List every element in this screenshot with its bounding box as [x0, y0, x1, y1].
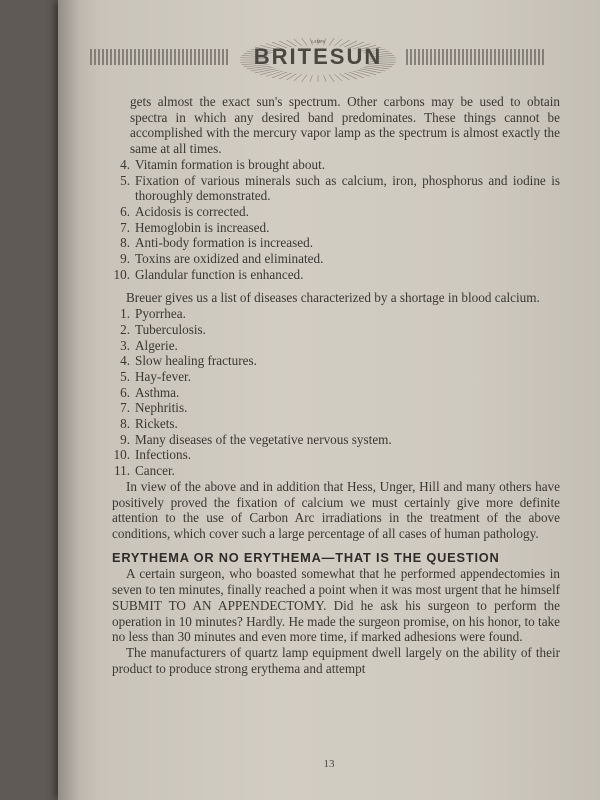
list-item-number: 8. — [120, 235, 130, 251]
list-item-number: 6. — [120, 203, 130, 219]
list-item-number: 1. — [120, 306, 130, 322]
list-item-text: Fixation of various minerals such as calcium, iron, phosphorus and iodine is thoroughly demonstrated. — [135, 172, 560, 204]
view-paragraph: In view of the above and in addition that Hess, Unger, Hill and many others have positively proved the fixation of calcium we must certainly give more definite attention to the use of Carbon Arc irradiations in the treatment of the above conditions, which cover such a large percentage of all cases of human pathology. — [112, 478, 560, 541]
list-item — [112, 306, 560, 322]
list-item — [112, 204, 560, 220]
list-item-number: 8. — [120, 416, 130, 432]
diseases-list — [112, 306, 560, 479]
page-header — [90, 38, 546, 82]
list-item — [112, 235, 560, 251]
list-item-text: Toxins are oxidized and eliminated. — [135, 251, 324, 267]
quartz-paragraph: The manufacturers of quartz lamp equipment dwell largely on the ability of their product to produce strong erythema and attempt — [112, 644, 560, 676]
list-item-number: 11. — [114, 463, 130, 479]
list-item — [112, 432, 560, 448]
list-item-text: Nephritis. — [135, 400, 188, 416]
list-item-number: 4. — [120, 353, 130, 369]
list-item — [112, 385, 560, 401]
list-item — [112, 447, 560, 463]
list-item — [112, 400, 560, 416]
list-item-number: 3. — [120, 337, 130, 353]
list-item-text: Acidosis is corrected. — [135, 203, 249, 219]
list-item — [112, 369, 560, 385]
list-item — [112, 267, 560, 283]
list-item — [112, 353, 560, 369]
list-item-text: Vitamin formation is brought about. — [135, 156, 326, 172]
list-item-text: Rickets. — [135, 416, 178, 432]
list-item-text: Infections. — [135, 447, 192, 463]
list-item-text: Pyorrhea. — [135, 306, 186, 322]
list-item — [112, 173, 560, 204]
list-item-number: 2. — [120, 321, 130, 337]
list-item-text: Glandular function is enhanced. — [135, 266, 304, 282]
list-item — [112, 338, 560, 354]
surgeon-paragraph: A certain surgeon, who boasted somewhat that he performed appendectomies in seven to ten minutes, finally reached a point when it was most urgent that he himself SUBMIT TO AN APPENDECTOMY. Did he ask his surgeon to perform the operation in 10 minutes? Hardly. He made the surgeon promise, on his honor, to take no less than 30 minutes and even more time, if marked adhesions were found. — [112, 566, 560, 645]
book-page — [58, 0, 600, 800]
list-item-number: 7. — [120, 400, 130, 416]
list-item-text: Hemoglobin is increased. — [135, 219, 270, 235]
page-body — [112, 94, 560, 676]
section-heading: ERYTHEMA OR NO ERYTHEMA—THAT IS THE QUESTION — [112, 549, 500, 565]
list-item — [112, 220, 560, 236]
list-item — [112, 251, 560, 267]
breuer-paragraph: Breuer gives us a list of diseases characterized by a shortage in blood calcium. — [126, 290, 540, 306]
list-item-number: 6. — [120, 384, 130, 400]
list-item — [112, 463, 560, 479]
logo-subtext: LAMPS — [311, 39, 325, 44]
list-item-number: 5. — [120, 368, 130, 384]
britesun-logo: BRITESUN — [253, 44, 383, 69]
list-item-number: 9. — [120, 431, 130, 447]
list-item-text: Anti-body formation is increased. — [135, 235, 313, 251]
list-item-text: Asthma. — [135, 384, 180, 400]
list-item — [112, 322, 560, 338]
list-item-text: Hay-fever. — [135, 368, 192, 384]
list-item-number: 10. — [113, 266, 130, 282]
list-item — [112, 157, 560, 173]
list-item-number: 4. — [120, 156, 130, 172]
list-item-text: Tuberculosis. — [135, 321, 206, 337]
list-item-text: Many diseases of the vegetative nervous system. — [135, 431, 392, 447]
page-number: 13 — [323, 758, 335, 770]
intro-paragraph: gets almost the exact sun's spectrum. Other carbons may be used to obtain spectra in which any desired band predominates. These things cannot be accomplished with the mercury vapor lamp as the spectrum is almost exactly the same at all times. — [130, 94, 560, 157]
list-item-number: 9. — [120, 251, 130, 267]
list-item-text: Slow healing fractures. — [135, 353, 257, 369]
list-item-number: 5. — [120, 172, 130, 188]
list-item-number: 7. — [120, 219, 130, 235]
list-item-number: 10. — [113, 447, 130, 463]
list-item-text: Algerie. — [135, 337, 178, 353]
list-item-text: Cancer. — [135, 463, 175, 479]
effects-list — [112, 157, 560, 283]
list-item — [112, 416, 560, 432]
